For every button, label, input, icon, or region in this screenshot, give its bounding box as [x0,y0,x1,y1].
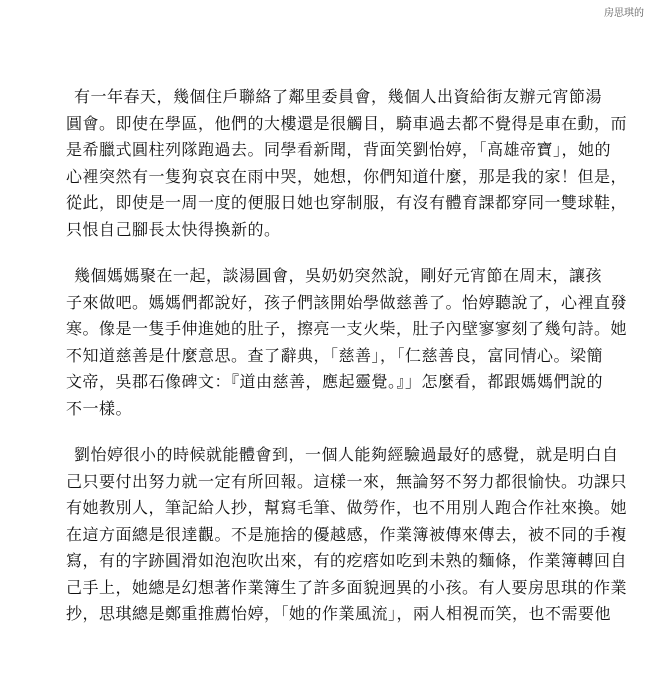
text-line: 幾個媽媽聚在一起，談湯圓會，吳奶奶突然說，剛好元宵節在周末，讓孩 [74,266,603,285]
text-line: 寒。像是一隻手伸進她的肚子，擦亮一支火柴，肚子內壁寥寥刻了幾句詩。她 [66,319,628,338]
text-line: 有一年春天，幾個住戶聯絡了鄰里委員會，幾個人出資給街友辦元宵節湯 [74,87,603,106]
text-line: 圓會。即使在學區，他們的大樓還是很觸目，騎車過去都不覺得是車在動，而 [66,113,628,133]
text-line: 不一樣。 [66,398,133,418]
text-line: 只恨自己腳長太快得換新的。 [66,219,281,239]
text-line: 有她教別人，筆記給人抄，幫寫毛筆、做勞作，也不用別人跑合作社來換。她 [66,498,628,517]
text-line: 劉怡婷很小的時候就能體會到，一個人能夠經驗過最好的感覺，就是明白自 [74,445,619,464]
document-body [66,84,636,648]
text-line: 抄，思琪總是鄭重推薦怡婷，「她的作業風流」，兩人相視而笑，也不需要他 [66,604,612,623]
text-line: 是希臘式圓柱列隊跑過去。同學看新聞，背面笑劉怡婷，「高雄帝寶」，她的 [66,140,612,159]
paragraph [66,442,636,628]
text-line: 不知道慈善是什麼意思。查了辭典，「慈善」，「仁慈善良，富同情心。梁簡 [66,345,604,365]
text-line: 寫，有的字跡圓滑如泡泡吹出來，有的疙瘩如吃到未熟的麵條，作業簿轉回自 [66,551,628,570]
text-line: 文帝，吳郡石像碑文：『道由慈善，應起靈覺。』」怎麼看，都跟媽媽們說的 [66,372,604,391]
paragraph [66,263,636,422]
paragraph [66,84,636,243]
text-line: 己只要付出努力就一定有所回報。這樣一來，無論努不努力都很愉快。功課只 [66,471,628,491]
text-line: 從此，即使是一周一度的便服日她也穿制服，有沒有體育課都穿同一雙球鞋， [66,193,628,212]
text-line: 在這方面總是很達觀。不是施捨的優越感，作業簿被傳來傳去，被不同的手複 [66,524,628,544]
text-line: 子來做吧。媽媽們都說好，孩子們該開始學做慈善了。怡婷聽說了，心裡直發 [66,292,628,312]
text-line: 己手上，她總是幻想著作業簿生了許多面貌迥異的小孩。有人要房思琪的作業 [66,577,628,597]
running-header: 房思琪的 [604,8,644,19]
text-line: 心裡突然有一隻狗哀哀在雨中哭，她想，你們知道什麼，那是我的家！但是， [66,166,628,186]
